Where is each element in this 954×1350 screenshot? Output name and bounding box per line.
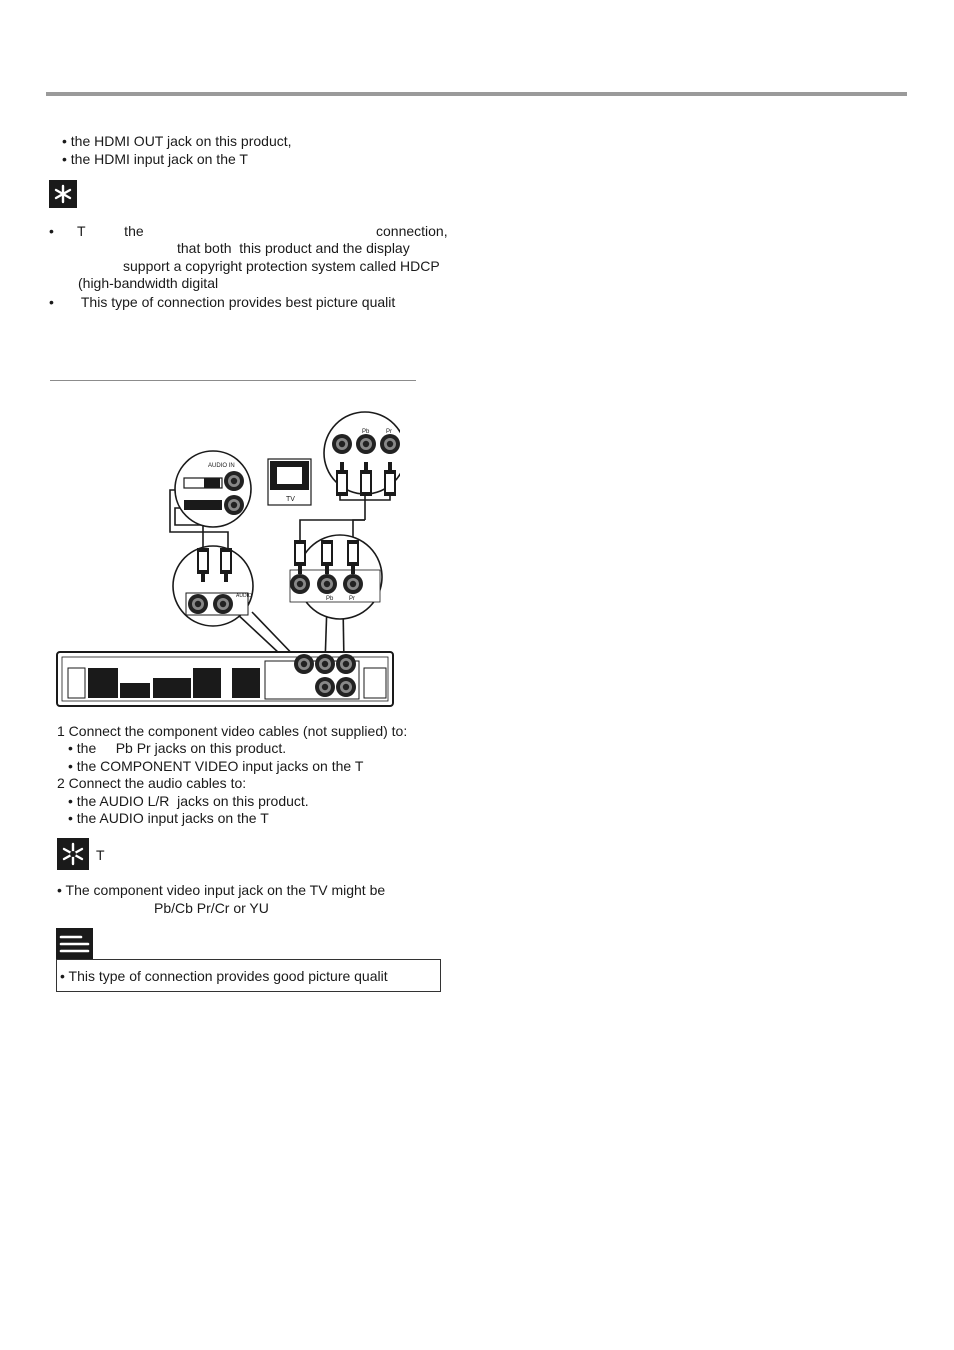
tip1-line1-end: connection, bbox=[376, 223, 448, 239]
step-1: 1 Connect the component video cables (not supplied) to: bbox=[57, 723, 408, 739]
audio-label: AUDIO bbox=[236, 593, 252, 599]
note-text: • This type of connection provides good picture qualit bbox=[60, 968, 388, 984]
product-component-callout bbox=[290, 535, 382, 619]
product-audio-callout bbox=[173, 546, 253, 626]
step-1-bullet-b: • the COMPONENT VIDEO input jacks on the T bbox=[68, 758, 364, 774]
tip1-line1: • T the bbox=[49, 223, 144, 239]
note-lines-icon bbox=[56, 928, 93, 959]
tv-icon bbox=[268, 459, 311, 505]
connection-diagram bbox=[50, 405, 400, 710]
pr-label-top: Pr bbox=[386, 429, 392, 435]
step-1-bullet-a: • the Pb Pr jacks on this product. bbox=[68, 740, 287, 756]
step-2-bullet-a: • the AUDIO L/R jacks on this product. bbox=[68, 793, 309, 809]
pr-label-bottom: Pr bbox=[349, 596, 355, 602]
pb-label-bottom: Pb bbox=[326, 596, 334, 602]
step-2: 2 Connect the audio cables to: bbox=[57, 775, 247, 791]
tip1-line2: that both this product and the display bbox=[177, 240, 410, 256]
tip2-line2: Pb/Cb Pr/Cr or YU bbox=[154, 900, 269, 916]
tv-label: TV bbox=[286, 496, 295, 503]
hdmi-bullet-out: • the HDMI OUT jack on this product, bbox=[62, 133, 292, 149]
tip2-heading: T bbox=[96, 847, 105, 863]
header-rule bbox=[46, 92, 907, 96]
tip-asterisk-icon bbox=[49, 180, 77, 208]
tip1-line5: • This type of connection provides best picture qualit bbox=[49, 294, 396, 310]
tip2-line1: • The component video input jack on the TV might be bbox=[57, 882, 386, 898]
tip1-line3: support a copyright protection system called HDCP bbox=[123, 258, 440, 274]
section-rule bbox=[50, 380, 416, 381]
hdmi-bullet-in: • the HDMI input jack on the T bbox=[62, 151, 248, 167]
product-rear-panel bbox=[57, 652, 393, 706]
tv-audio-in-callout bbox=[175, 451, 251, 527]
step-2-bullet-b: • the AUDIO input jacks on the T bbox=[68, 810, 269, 826]
tip1-line4: (high-bandwidth digital bbox=[78, 275, 219, 291]
pb-label-top: Pb bbox=[362, 429, 370, 435]
tip-star-icon bbox=[57, 838, 89, 870]
audio-in-label: AUDIO IN bbox=[208, 463, 235, 469]
tv-component-jacks-callout bbox=[324, 412, 400, 496]
